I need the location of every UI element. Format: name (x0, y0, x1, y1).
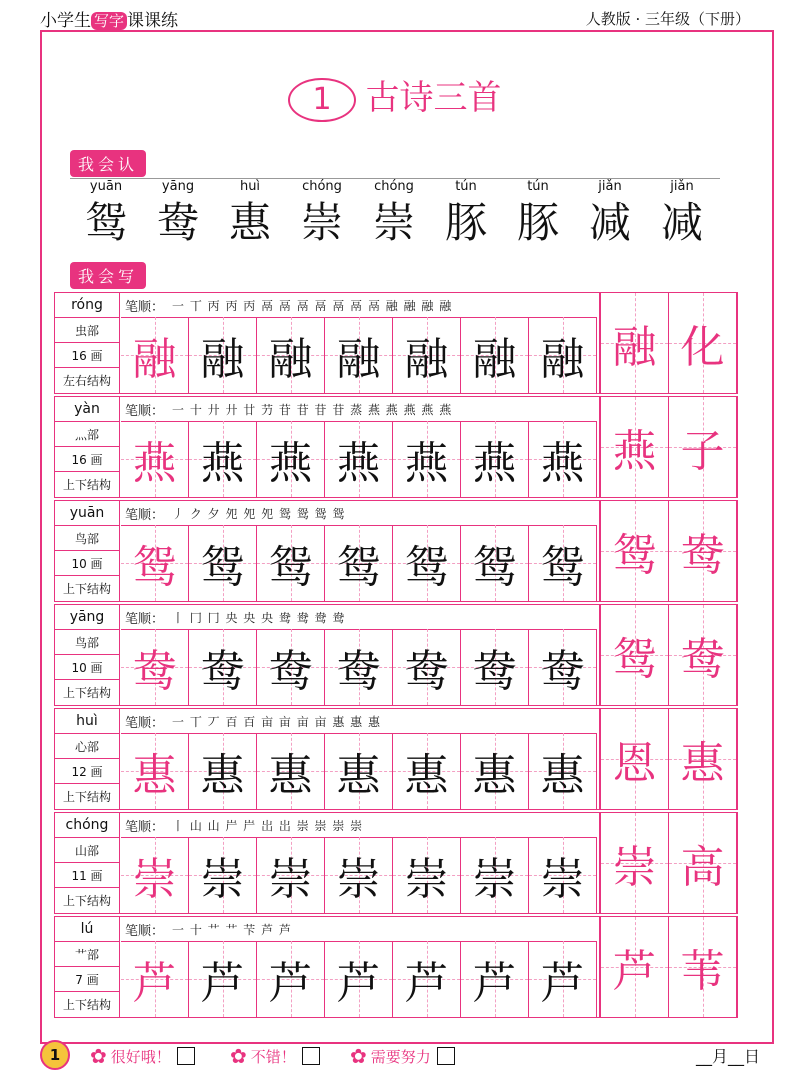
practice-cell[interactable] (189, 733, 257, 809)
practice-char: 燕 (268, 438, 313, 489)
practice-char: 崇 (540, 854, 585, 905)
char-radical: 灬部 (55, 422, 119, 447)
write-row (54, 604, 738, 706)
practice-cell[interactable] (325, 317, 393, 393)
read-char: 豚 (444, 198, 487, 247)
page-number: 1 (40, 1040, 70, 1070)
read-char-item (646, 179, 718, 247)
stroke-sequence: 丿 ク 夕 夗 夗 夗 鸳 鸳 鸳 鸳 (172, 506, 346, 521)
practice-cell[interactable] (121, 525, 189, 601)
char-structure: 上下结构 (62, 582, 111, 596)
char-radical: 鸟部 (55, 526, 119, 551)
practice-char: 鸯 (268, 646, 313, 697)
word-char-1: 融 (612, 322, 657, 373)
stroke-sequence: 一 丅 丙 丙 丙 鬲 鬲 鬲 鬲 鬲 鬲 鬲 融 融 融 融 (172, 298, 453, 313)
practice-char: 崇 (336, 854, 381, 905)
practice-cell[interactable] (529, 525, 597, 601)
char-structure: 上下结构 (62, 790, 111, 804)
read-char: 崇 (300, 198, 343, 247)
word-cell[interactable] (669, 605, 737, 705)
char-info (55, 709, 120, 809)
char-structure: 上下结构 (62, 894, 111, 908)
word-char-2: 化 (680, 322, 725, 373)
char-info (55, 397, 120, 497)
series-title-a: 小学生 (40, 11, 91, 31)
lesson-title-text: 古诗三首 (365, 78, 502, 118)
word-char-2: 惠 (680, 738, 725, 789)
stroke-order (121, 501, 597, 526)
char-structure: 左右结构 (62, 374, 111, 388)
word-cells (599, 813, 737, 913)
word-cell[interactable] (601, 709, 669, 809)
word-cell[interactable] (601, 501, 669, 601)
practice-cell[interactable] (393, 525, 461, 601)
stroke-sequence: 丨 冂 冂 央 央 央 鸯 鸯 鸯 鸯 (172, 610, 346, 625)
write-row (54, 292, 738, 394)
char-structure: 上下结构 (62, 686, 111, 700)
read-char-item (358, 179, 430, 247)
char-stroke-count: 10 画 (55, 551, 119, 576)
read-char-pinyin: huì (239, 179, 261, 194)
char-info (55, 917, 120, 1017)
practice-char: 鸯 (404, 646, 449, 697)
word-cell[interactable] (669, 293, 737, 393)
practice-cell[interactable] (529, 629, 597, 705)
rating-effort (350, 1044, 455, 1068)
edition-label: 人教版 · 三年级（下册） (585, 10, 750, 28)
stroke-order (121, 813, 597, 838)
char-radical: 山部 (55, 838, 119, 863)
read-char-pinyin: tún (527, 179, 549, 194)
practice-char: 惠 (336, 750, 381, 801)
practice-char: 惠 (472, 750, 517, 801)
read-char-item (70, 179, 142, 247)
read-char: 减 (660, 198, 703, 247)
read-char-pinyin: yuān (89, 179, 123, 194)
practice-char: 鸳 (132, 542, 177, 593)
read-char-pinyin: chóng (302, 179, 342, 194)
practice-char: 芦 (336, 958, 381, 1009)
practice-cells (121, 421, 597, 497)
write-row (54, 500, 738, 602)
practice-cell[interactable] (529, 733, 597, 809)
practice-cell[interactable] (325, 837, 393, 913)
practice-char: 惠 (540, 750, 585, 801)
practice-cell[interactable] (257, 525, 325, 601)
practice-cells (121, 733, 597, 809)
practice-char: 芦 (472, 958, 517, 1009)
practice-cell[interactable] (257, 837, 325, 913)
read-char-item (142, 179, 214, 247)
read-char-item (430, 179, 502, 247)
practice-cell[interactable] (189, 837, 257, 913)
practice-cell[interactable] (393, 837, 461, 913)
practice-cell[interactable] (393, 317, 461, 393)
word-cell[interactable] (601, 813, 669, 913)
char-pinyin: huì (55, 709, 119, 734)
practice-char: 鸳 (268, 542, 313, 593)
write-row (54, 916, 738, 1018)
practice-char: 融 (404, 334, 449, 385)
stroke-sequence: 一 十 廾 廾 廿 芀 苷 苷 苷 苷 蒸 燕 燕 燕 燕 燕 (172, 402, 453, 417)
practice-char: 燕 (404, 438, 449, 489)
char-stroke-count: 7 画 (55, 967, 119, 992)
rating-good-checkbox[interactable] (302, 1047, 320, 1065)
practice-char: 芦 (404, 958, 449, 1009)
practice-cell[interactable] (189, 941, 257, 1017)
practice-cell[interactable] (529, 317, 597, 393)
stroke-sequence: 一 丅 丆 百 百 亩 亩 亩 亩 惠 惠 惠 (172, 714, 381, 729)
word-cells (599, 501, 737, 601)
practice-cell[interactable] (461, 629, 529, 705)
practice-char: 惠 (132, 750, 177, 801)
stroke-order-label: 笔顺： (125, 715, 165, 731)
word-cell[interactable] (669, 709, 737, 809)
char-pinyin: yāng (55, 605, 119, 630)
practice-cell[interactable] (393, 629, 461, 705)
char-pinyin: yuān (55, 501, 119, 526)
rating-effort-checkbox[interactable] (437, 1047, 455, 1065)
practice-cell[interactable] (461, 421, 529, 497)
practice-char: 崇 (472, 854, 517, 905)
practice-cell[interactable] (121, 941, 189, 1017)
practice-char: 芦 (268, 958, 313, 1009)
series-title (40, 6, 178, 31)
char-stroke-count: 10 画 (55, 655, 119, 680)
word-cells (599, 917, 737, 1017)
word-cell[interactable] (669, 501, 737, 601)
practice-char: 燕 (200, 438, 245, 489)
practice-cell[interactable] (393, 421, 461, 497)
word-char-2: 子 (680, 426, 725, 477)
char-stroke-count: 11 画 (55, 863, 119, 888)
practice-cell[interactable] (393, 941, 461, 1017)
rabbit-icon: ✿ (350, 1044, 367, 1068)
practice-char: 鸯 (336, 646, 381, 697)
stroke-order (121, 917, 597, 942)
char-structure: 上下结构 (62, 478, 111, 492)
word-cells (599, 605, 737, 705)
stroke-sequence: 丨 山 山 屵 屵 岀 岀 崇 崇 崇 崇 (172, 818, 364, 833)
write-row (54, 708, 738, 810)
rating-effort-label: 需要努力 (370, 1047, 431, 1066)
practice-char: 鸳 (472, 542, 517, 593)
practice-cell[interactable] (121, 837, 189, 913)
practice-char: 燕 (472, 438, 517, 489)
practice-cell[interactable] (529, 941, 597, 1017)
word-char-1: 崇 (612, 842, 657, 893)
practice-char: 鸳 (200, 542, 245, 593)
lesson-number: 1 (288, 78, 355, 122)
rating-good (230, 1044, 320, 1068)
read-char-pinyin: jiǎn (670, 179, 694, 194)
lesson-title (0, 70, 790, 122)
word-char-2: 苇 (680, 946, 725, 997)
word-char-2: 鸯 (680, 634, 725, 685)
char-stroke-count: 16 画 (55, 447, 119, 472)
rabbit-icon: ✿ (90, 1044, 107, 1068)
practice-cell[interactable] (257, 733, 325, 809)
practice-cell[interactable] (393, 733, 461, 809)
practice-char: 融 (540, 334, 585, 385)
practice-cell[interactable] (325, 629, 393, 705)
footer (40, 1040, 770, 1070)
practice-cell[interactable] (461, 525, 529, 601)
practice-char: 鸯 (132, 646, 177, 697)
practice-cell[interactable] (257, 317, 325, 393)
read-chars-row (70, 178, 720, 251)
char-info (55, 813, 120, 913)
word-cell[interactable] (601, 917, 669, 1017)
practice-char: 燕 (132, 438, 177, 489)
char-radical: 鸟部 (55, 630, 119, 655)
practice-char: 融 (472, 334, 517, 385)
practice-cells (121, 941, 597, 1017)
rating-great (90, 1044, 195, 1068)
char-stroke-count: 12 画 (55, 759, 119, 784)
read-char-pinyin: tún (455, 179, 477, 194)
practice-cell[interactable] (325, 941, 393, 1017)
char-stroke-count: 16 画 (55, 343, 119, 368)
read-char: 惠 (228, 198, 271, 247)
practice-char: 鸯 (472, 646, 517, 697)
practice-char: 惠 (200, 750, 245, 801)
practice-char: 鸯 (200, 646, 245, 697)
stroke-order-label: 笔顺： (125, 299, 165, 315)
word-char-1: 鸳 (612, 634, 657, 685)
char-pinyin: chóng (55, 813, 119, 838)
series-title-b: 课课练 (127, 11, 179, 31)
stroke-order (121, 397, 597, 422)
stroke-order (121, 605, 597, 630)
practice-cells (121, 317, 597, 393)
read-char-item (214, 179, 286, 247)
practice-char: 鸳 (540, 542, 585, 593)
practice-char: 融 (268, 334, 313, 385)
practice-cell[interactable] (189, 629, 257, 705)
rating-great-label: 很好哦！ (110, 1047, 171, 1066)
read-char-pinyin: jiǎn (598, 179, 622, 194)
word-cell[interactable] (601, 293, 669, 393)
practice-cell[interactable] (257, 421, 325, 497)
stroke-sequence: 一 十 艹 艹 芐 芦 芦 (172, 922, 292, 937)
write-row (54, 812, 738, 914)
word-cells (599, 397, 737, 497)
char-info (55, 293, 120, 393)
word-cell[interactable] (669, 813, 737, 913)
practice-cell[interactable] (121, 421, 189, 497)
date-field[interactable]: __月__日 (695, 1047, 760, 1066)
word-cell[interactable] (601, 605, 669, 705)
char-pinyin: lú (55, 917, 119, 942)
practice-cell[interactable] (189, 525, 257, 601)
practice-cell[interactable] (461, 733, 529, 809)
word-char-1: 芦 (612, 946, 657, 997)
practice-cell[interactable] (189, 317, 257, 393)
word-cell[interactable] (601, 397, 669, 497)
practice-cell[interactable] (121, 733, 189, 809)
write-row (54, 396, 738, 498)
read-char: 减 (588, 198, 631, 247)
read-char-item (574, 179, 646, 247)
practice-char: 鸳 (336, 542, 381, 593)
practice-cell[interactable] (325, 733, 393, 809)
stroke-order (121, 293, 597, 318)
practice-cell[interactable] (461, 837, 529, 913)
rating-good-label: 不错！ (250, 1047, 296, 1066)
section-read-badge: 我会认 (70, 150, 146, 177)
practice-cell[interactable] (461, 941, 529, 1017)
char-info (55, 501, 120, 601)
practice-cell[interactable] (189, 421, 257, 497)
rabbit-icon: ✿ (230, 1044, 247, 1068)
word-char-1: 鸳 (612, 530, 657, 581)
stroke-order-label: 笔顺： (125, 403, 165, 419)
section-write-badge: 我会写 (70, 262, 146, 289)
stroke-order (121, 709, 597, 734)
practice-char: 燕 (540, 438, 585, 489)
practice-char: 鸳 (404, 542, 449, 593)
read-char-pinyin: chóng (374, 179, 414, 194)
char-radical: 心部 (55, 734, 119, 759)
practice-cells (121, 837, 597, 913)
practice-cell[interactable] (121, 629, 189, 705)
practice-cell[interactable] (257, 941, 325, 1017)
practice-char: 芦 (540, 958, 585, 1009)
practice-char: 惠 (404, 750, 449, 801)
practice-cell[interactable] (529, 837, 597, 913)
stroke-order-label: 笔顺： (125, 507, 165, 523)
practice-char: 崇 (404, 854, 449, 905)
word-cells (599, 709, 737, 809)
read-char-pinyin: yāng (161, 179, 195, 194)
word-char-1: 燕 (612, 426, 657, 477)
stroke-order-label: 笔顺： (125, 819, 165, 835)
char-radical: 虫部 (55, 318, 119, 343)
read-char: 崇 (372, 198, 415, 247)
practice-char: 融 (200, 334, 245, 385)
rating-great-checkbox[interactable] (177, 1047, 195, 1065)
char-pinyin: róng (55, 293, 119, 318)
practice-char: 芦 (132, 958, 177, 1009)
practice-char: 燕 (336, 438, 381, 489)
word-cell[interactable] (669, 397, 737, 497)
read-char: 鸳 (84, 198, 127, 247)
char-radical: 艹部 (55, 942, 119, 967)
char-pinyin: yàn (55, 397, 119, 422)
practice-cell[interactable] (325, 421, 393, 497)
practice-cell[interactable] (121, 317, 189, 393)
read-char-item (502, 179, 574, 247)
stroke-order-label: 笔顺： (125, 611, 165, 627)
word-cells (599, 293, 737, 393)
practice-cell[interactable] (529, 421, 597, 497)
series-title-highlight: 写字 (91, 12, 127, 30)
char-structure: 上下结构 (62, 998, 111, 1012)
practice-char: 崇 (132, 854, 177, 905)
practice-char: 鸯 (540, 646, 585, 697)
stroke-order-label: 笔顺： (125, 923, 165, 939)
practice-cells (121, 525, 597, 601)
practice-char: 融 (336, 334, 381, 385)
practice-char: 惠 (268, 750, 313, 801)
read-char: 豚 (516, 198, 559, 247)
word-char-2: 高 (680, 842, 725, 893)
word-char-2: 鸯 (680, 530, 725, 581)
word-char-1: 恩 (612, 738, 657, 789)
practice-char: 崇 (268, 854, 313, 905)
practice-char: 芦 (200, 958, 245, 1009)
practice-cell[interactable] (461, 317, 529, 393)
practice-cells (121, 629, 597, 705)
char-info (55, 605, 120, 705)
practice-char: 融 (132, 334, 177, 385)
word-cell[interactable] (669, 917, 737, 1017)
practice-char: 崇 (200, 854, 245, 905)
read-char: 鸯 (156, 198, 199, 247)
read-char-item (286, 179, 358, 247)
practice-cell[interactable] (257, 629, 325, 705)
practice-cell[interactable] (325, 525, 393, 601)
